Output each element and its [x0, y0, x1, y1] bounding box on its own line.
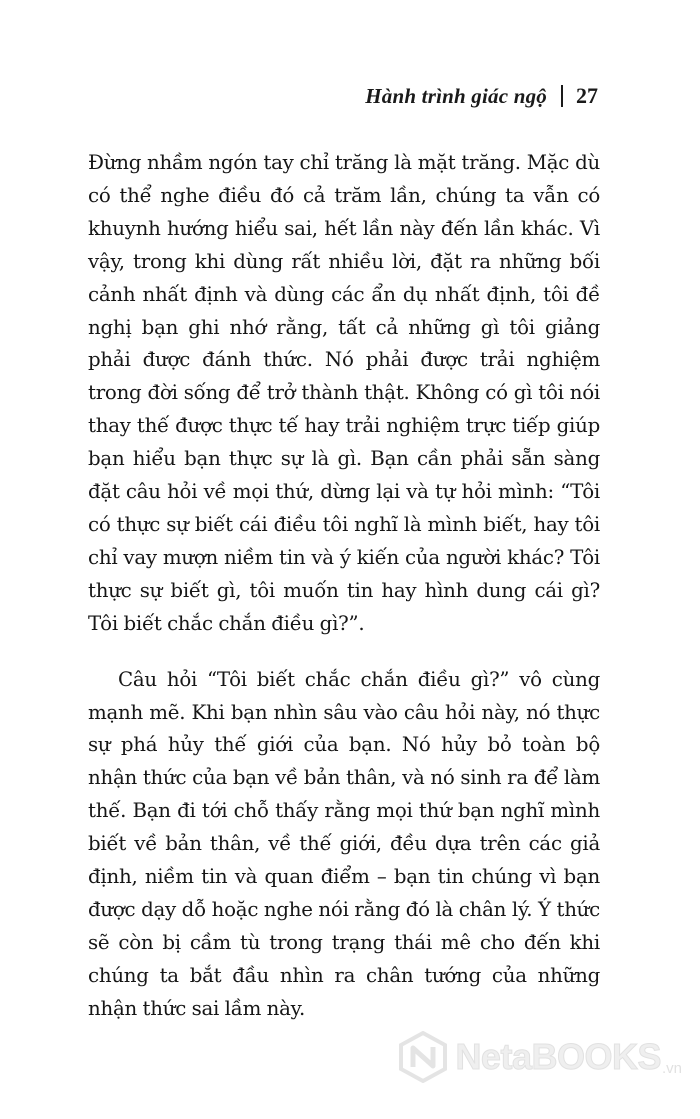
chapter-title: Hành trình giác ngộ [365, 83, 547, 108]
paragraph-1: Đừng nhầm ngón tay chỉ trăng là mặt trăng. Mặc dù có thể nghe điều đó cả trăm lần, chúng ta vẫn có khuynh hướng hiểu sai, hết lần này đến lần khác. Vì vậy, trong khi dùng rất nhiều lời, đặt ra những bối cảnh nhất định và dùng các ẩn dụ nhất định, tôi đề nghị bạn ghi nhớ rằng, tất cả những gì tôi giảng phải được đánh thức. Nó phải được trải nghiệm trong đời sống để trở thành thật. Không có gì tôi nói thay thế được thực tế hay trải nghiệm trực tiếp giúp bạn hiểu bạn thực sự là gì. Bạn cần phải sẵn sàng đặt câu hỏi về mọi thứ, dừng lại và tự hỏi mình: “Tôi có thực sự biết cái điều tôi nghĩ là mình biết, hay tôi chỉ vay mượn niềm tin và ý kiến của người khác? Tôi thực sự biết gì, tôi muốn tin hay hình dung cái gì? Tôi biết chắc chắn điều gì?”. [88, 151, 600, 635]
watermark-suffix: .vn [661, 1060, 682, 1077]
paragraph-2: Câu hỏi “Tôi biết chắc chắn điều gì?” vô cùng mạnh mẽ. Khi bạn nhìn sâu vào câu hỏi này, nó thực sự phá hủy thế giới của bạn. Nó hủy bỏ toàn bộ nhận thức của bạn về bản thân, và nó sinh ra để làm thế. Bạn đi tới chỗ thấy rằng mọi thứ bạn nghĩ mình biết về bản thân, về thế giới, đều dựa trên các giả định, niềm tin và quan điểm – bạn tin chúng vì bạn được dạy dỗ hoặc nghe nói rằng đó là chân lý. Ý thức sẽ còn bị cầm tù trong trạng thái mê cho đến khi chúng ta bắt đầu nhìn ra chân tướng của những nhận thức sai lầm này. [88, 667, 600, 1020]
header-separator [561, 85, 563, 107]
running-header [365, 83, 598, 109]
neta-logo-icon [397, 1031, 449, 1083]
watermark-text: NetaBOOKS [455, 1036, 661, 1077]
body-text [88, 147, 600, 1026]
page-number: 27 [576, 83, 598, 108]
netabooks-watermark [397, 1031, 682, 1083]
